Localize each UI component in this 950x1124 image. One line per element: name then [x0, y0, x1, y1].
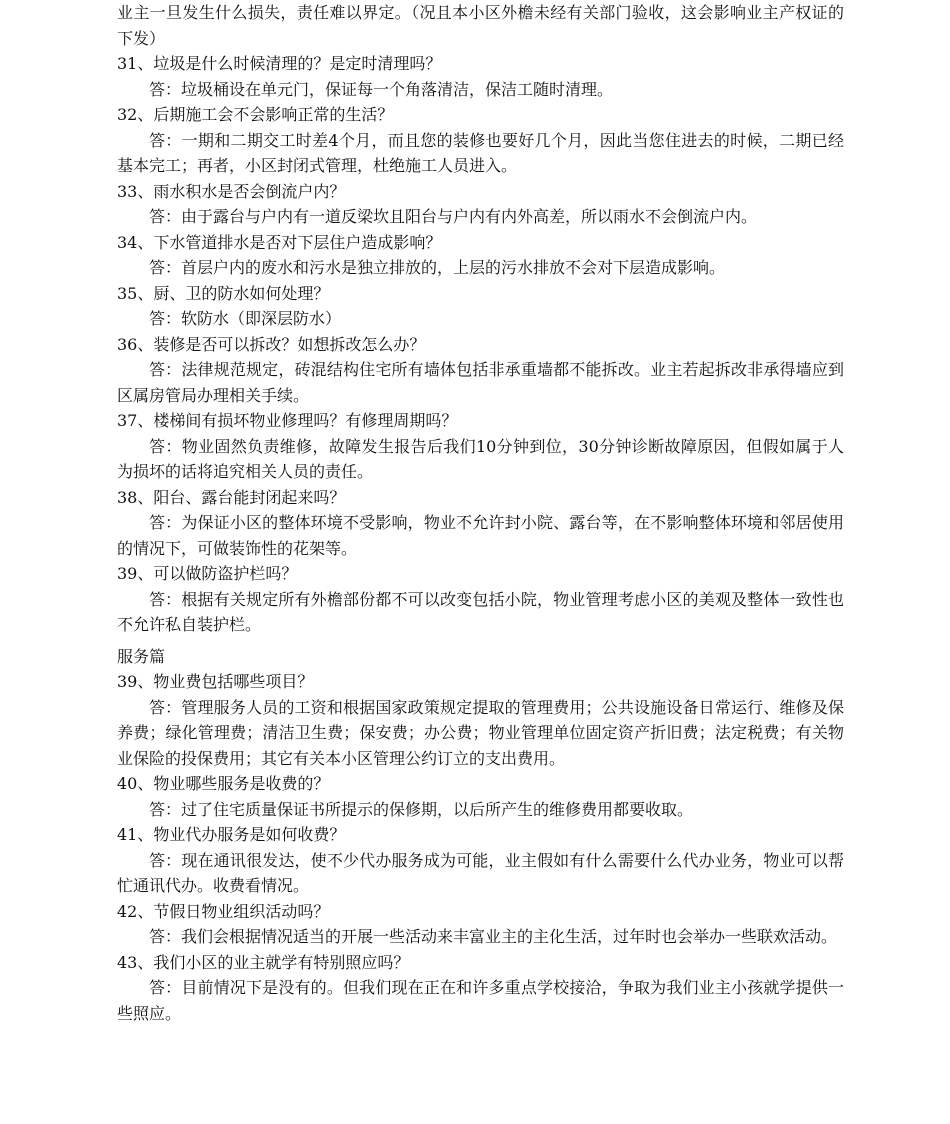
section-heading: 服务篇: [117, 646, 166, 666]
answer-text: 答：管理服务人员的工资和根据国家政策规定提取的管理费用；公共设施设备日常运行、维修及保养费；绿化管理费；清洁卫生费；保安费；办公费；物业管理单位固定资产折旧费；法定税费；有关物业保险的投保费用；其它有关本小区管理公约订立的支出费用。: [117, 697, 844, 768]
question-text: 40、物业哪些服务是收费的？: [117, 774, 330, 793]
question-text: 39、物业费包括哪些项目？: [117, 672, 314, 691]
question-text: 42、节假日物业组织活动吗？: [117, 901, 330, 921]
question-text: 36、装修是否可以拆改？如想拆改怎么办？: [117, 334, 426, 354]
question-text: 32、后期施工会不会影响正常的生活？: [117, 105, 394, 124]
question-text: 33、雨水积水是否会倒流户内？: [117, 181, 346, 201]
answer-text: 答：我们会根据情况适当的开展一些活动来丰富业主的主化生活，过年时也会举办一些联欢活动。: [149, 927, 838, 946]
answer-text: 答：目前情况下是没有的。但我们现在正在和许多重点学校接洽，争取为我们业主小孩就学提供一些照应。: [117, 978, 844, 1023]
question-text: 31、垃圾是什么时候清理的？是定时清理吗？: [117, 54, 442, 73]
answer-text: 答：物业固然负责维修，故障发生报告后我们10分钟到位，30分钟诊断故障原因，但假如属于人为损坏的话将追究相关人员的责任。: [117, 436, 844, 481]
answer-text: 答：法律规范规定，砖混结构住宅所有墙体包括非承重墙都不能拆改。业主若起拆改非承得墙应到区属房管局办理相关手续。: [117, 360, 844, 405]
answer-text: 答：软防水（即深层防水）: [149, 309, 342, 328]
answer-text: 答：为保证小区的整体环境不受影响，物业不允许封小院、露台等，在不影响整体环境和邻居使用的情况下，可做装饰性的花架等。: [117, 513, 844, 558]
answer-text: 答：一期和二期交工时差4个月，而且您的装修也要好几个月，因此当您住进去的时候，二期已经基本完工；再者，小区封闭式管理，杜绝施工人员进入。: [117, 130, 844, 175]
answer-text: 答：现在通讯很发达，使不少代办服务成为可能，业主假如有什么需要什么代办业务，物业可以帮忙通讯代办。收费看情况。: [117, 850, 844, 895]
question-text: 39、可以做防盗护栏吗？: [117, 564, 298, 583]
document-body: [117, 0, 844, 1026]
answer-text: 答：首层户内的废水和污水是独立排放的，上层的污水排放不会对下层造成影响。: [149, 258, 726, 277]
question-text: 35、厨、卫的防水如何处理？: [117, 283, 330, 303]
question-text: 41、物业代办服务是如何收费？: [117, 825, 346, 844]
answer-text: 答：过了住宅质量保证书所提示的保修期，以后所产生的维修费用都要收取。: [149, 799, 694, 819]
question-text: 38、阳台、露台能封闭起来吗？: [117, 487, 346, 507]
answer-text: 答：根据有关规定所有外檐部份都不可以改变包括小院，物业管理考虑小区的美观及整体一致性也不允许私自装护栏。: [117, 589, 844, 634]
question-text: 43、我们小区的业主就学有特别照应吗？: [117, 952, 410, 972]
answer-text: 答：垃圾桶设在单元门，保证每一个角落清洁，保洁工随时清理。: [149, 79, 614, 99]
question-text: 37、楼梯间有损坏物业修理吗？有修理周期吗？: [117, 411, 458, 430]
body-text: 业主一旦发生什么损失，责任难以界定。（况且本小区外檐未经有关部门验收，这会影响业主产权证的下发）: [117, 3, 844, 48]
question-text: 34、下水管道排水是否对下层住户造成影响？: [117, 232, 442, 252]
answer-text: 答：由于露台与户内有一道反梁坎且阳台与户内有内外高差，所以雨水不会倒流户内。: [149, 207, 758, 226]
